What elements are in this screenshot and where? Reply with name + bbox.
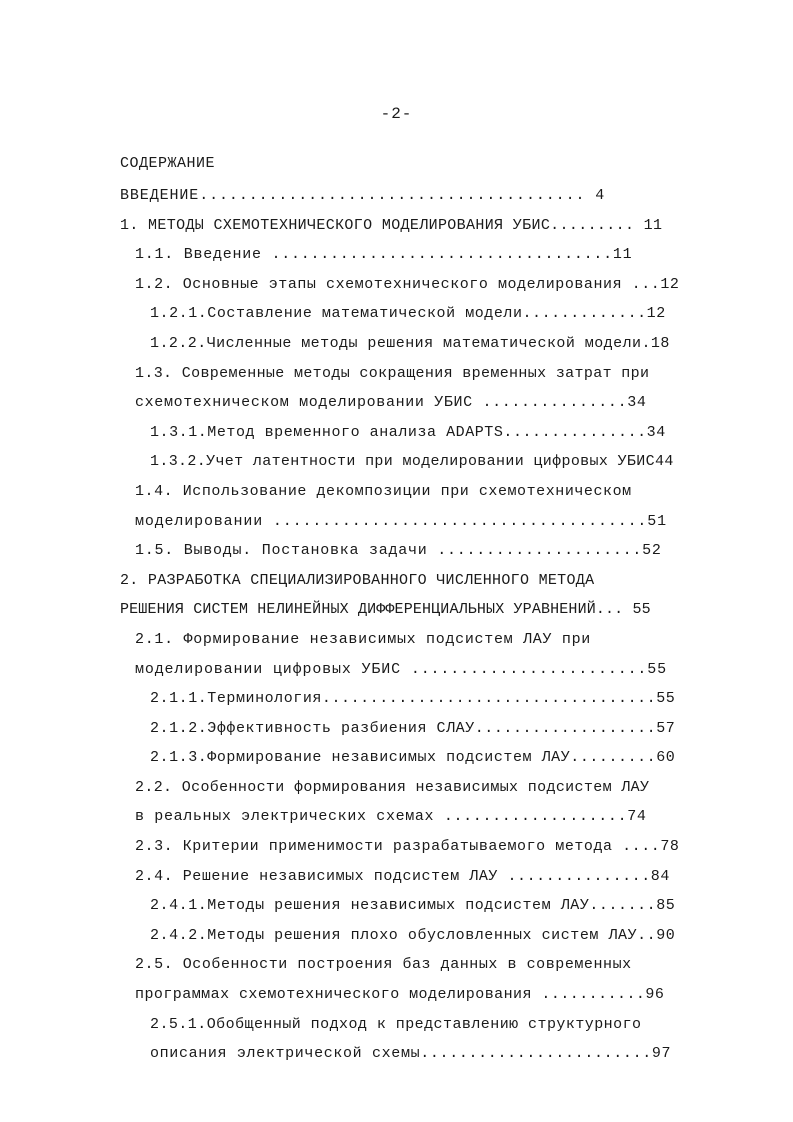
toc-entry: 2.3. Критерии применимости разрабатываемого метода ....78 bbox=[135, 838, 680, 856]
toc-entry: 2.1.3.Формирование независимых подсистем ЛАУ.........60 bbox=[150, 749, 676, 767]
toc-entry: 1.1. Введение ...................................11 bbox=[135, 246, 633, 264]
toc-entry: 1.2.2.Численные методы решения математической модели.18 bbox=[150, 334, 670, 352]
toc-entry: 1.5. Выводы. Постановка задачи .....................52 bbox=[135, 542, 662, 560]
toc-entry: программах схемотехнического моделирования ...........96 bbox=[135, 986, 665, 1004]
toc-entry: 2.4.2.Методы решения плохо обусловленных систем ЛАУ..90 bbox=[150, 926, 676, 944]
toc-entry: 1. МЕТОДЫ СХЕМОТЕХНИЧЕСКОГО МОДЕЛИРОВАНИЯ УБИС......... 11 bbox=[120, 216, 663, 234]
toc-entry: 2.4.1.Методы решения независимых подсистем ЛАУ.......85 bbox=[150, 897, 676, 915]
toc-entry: моделировании цифровых УБИС ........................55 bbox=[135, 660, 667, 678]
toc-entry: 1.4. Использование декомпозиции при схемотехническом bbox=[135, 482, 632, 500]
toc-entry: схемотехническом моделировании УБИС ...............34 bbox=[135, 394, 647, 412]
toc-entry: 1.2. Основные этапы схемотехнического моделирования ...12 bbox=[135, 275, 680, 293]
toc-entry: 2.4. Решение независимых подсистем ЛАУ ...............84 bbox=[135, 867, 670, 885]
toc-entry: 1.2.1.Составление математической модели.............12 bbox=[150, 305, 666, 323]
toc-entry: 1.3.1.Метод временного анализа ADAPTS...............34 bbox=[150, 423, 666, 441]
toc-entry: ВВЕДЕНИЕ....................................... 4 bbox=[120, 187, 606, 204]
toc-entry: 2.1.2.Эффективность разбиения СЛАУ...................57 bbox=[150, 719, 676, 737]
toc-entry: 1.3. Современные методы сокращения временных затрат при bbox=[135, 364, 650, 382]
toc-entry: моделировании ......................................51 bbox=[135, 512, 667, 530]
toc-entry: 2.2. Особенности формирования независимых подсистем ЛАУ bbox=[135, 778, 650, 796]
toc-entry: 2.5.1.Обобщенный подход к представлению структурного bbox=[150, 1015, 642, 1033]
table-of-contents bbox=[0, 181, 793, 1069]
toc-heading: СОДЕРЖАНИЕ bbox=[120, 155, 216, 172]
toc-entry: 2.1. Формирование независимых подсистем ЛАУ при bbox=[135, 630, 591, 648]
toc-entry: описания электрической схемы........................97 bbox=[150, 1045, 672, 1063]
toc-entry: 1.3.2.Учет латентности при моделировании цифровых УБИС44 bbox=[150, 453, 674, 471]
toc-entry: РЕШЕНИЯ СИСТЕМ НЕЛИНЕЙНЫХ ДИФФЕРЕНЦИАЛЬНЫХ УРАВНЕНИЙ... 55 bbox=[120, 601, 651, 619]
toc-entry: 2. РАЗРАБОТКА СПЕЦИАЛИЗИРОВАННОГО ЧИСЛЕННОГО МЕТОДА bbox=[120, 571, 595, 589]
page-number: -2- bbox=[380, 105, 413, 123]
toc-entry: в реальных электрических схемах ...................74 bbox=[135, 808, 647, 826]
toc-entry: 2.5. Особенности построения баз данных в современных bbox=[135, 956, 632, 974]
toc-entry: 2.1.1.Терминология...................................55 bbox=[150, 690, 676, 708]
